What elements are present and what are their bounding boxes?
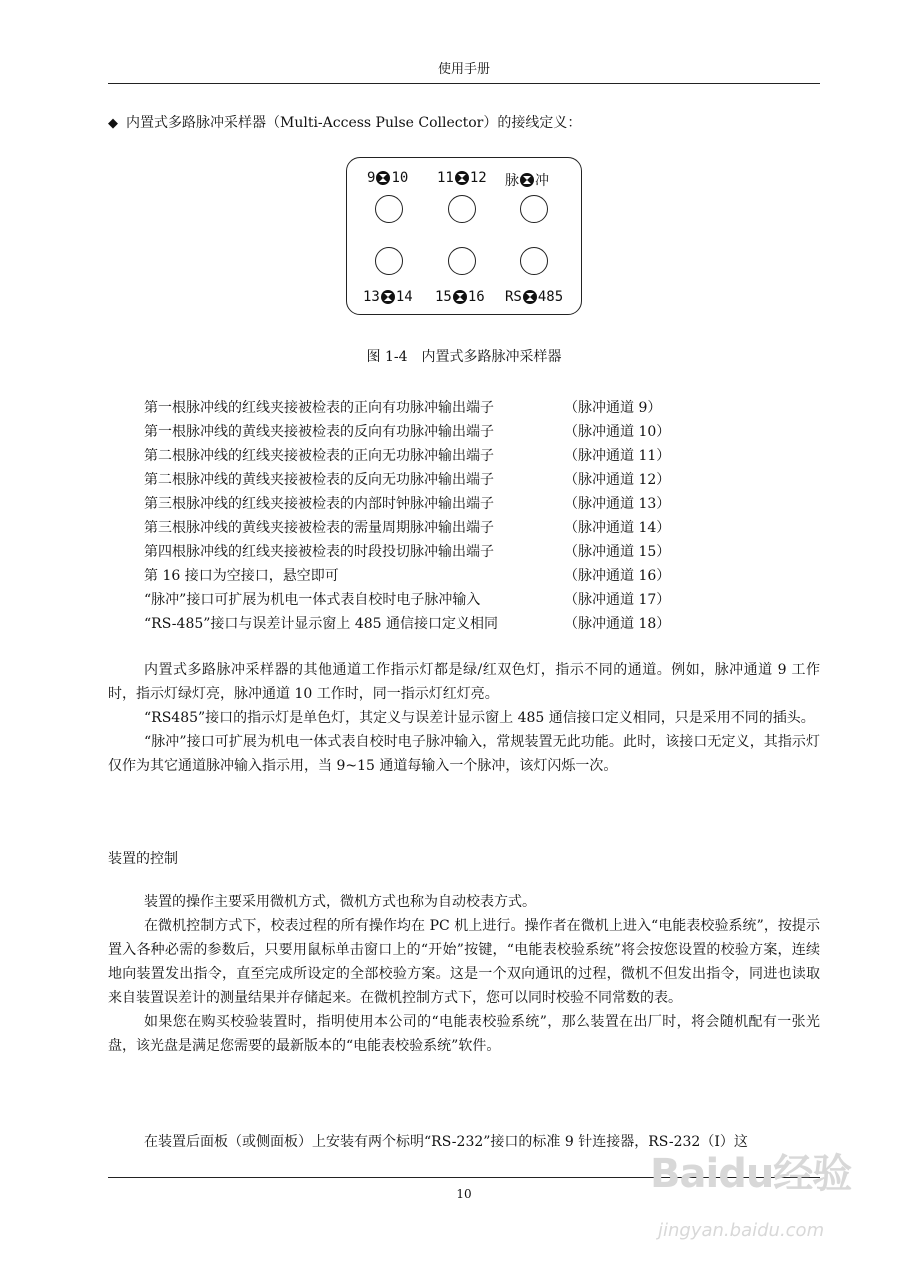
indicator-description xyxy=(108,658,820,778)
wiring-channel: （脉冲通道 15） xyxy=(564,544,671,560)
indicator-led-icon xyxy=(455,171,469,185)
wiring-channel: （脉冲通道 10） xyxy=(564,424,671,440)
wiring-channel: （脉冲通道 16） xyxy=(564,568,671,584)
indicator-led-icon xyxy=(520,173,534,187)
label-right: 485 xyxy=(537,289,564,305)
control-description xyxy=(108,890,820,1058)
wiring-desc: 第二根脉冲线的红线夹接被检表的正向无功脉冲输出端子 xyxy=(144,448,494,464)
label-left: RS xyxy=(505,289,522,305)
wiring-row xyxy=(144,468,670,492)
label-right: 12 xyxy=(469,170,487,186)
label-11-12 xyxy=(437,170,487,186)
figure-caption: 图 1-4 内置式多路脉冲采样器 xyxy=(366,349,562,365)
wiring-desc: “RS-485”接口与误差计显示窗上 485 通信接口定义相同 xyxy=(144,616,499,632)
wiring-channel: （脉冲通道 9） xyxy=(564,400,662,416)
wiring-desc: 第三根脉冲线的红线夹接被检表的内部时钟脉冲输出端子 xyxy=(144,496,494,512)
wiring-channel: （脉冲通道 14） xyxy=(564,520,671,536)
wiring-row xyxy=(144,420,670,444)
label-left: 脉 xyxy=(505,173,519,189)
wiring-row xyxy=(144,444,670,468)
wiring-row xyxy=(144,492,670,516)
baidu-watermark xyxy=(640,1142,890,1272)
wiring-desc: 第四根脉冲线的红线夹接被检表的时段投切脉冲输出端子 xyxy=(144,544,494,560)
port-11-12 xyxy=(448,195,476,223)
label-pulse xyxy=(505,170,549,190)
wiring-channel: （脉冲通道 17） xyxy=(564,592,671,608)
indicator-led-icon xyxy=(381,290,395,304)
watermark-site: jingyan.baidu.com xyxy=(658,1220,825,1241)
header-rule xyxy=(108,83,820,84)
bullet-text: 内置式多路脉冲采样器（Multi-Access Pulse Collector）的接线定义： xyxy=(126,115,582,131)
label-right: 16 xyxy=(467,289,485,305)
wiring-desc: 第二根脉冲线的黄线夹接被检表的反向无功脉冲输出端子 xyxy=(144,472,494,488)
port-9-10 xyxy=(375,195,403,223)
wiring-desc: 第一根脉冲线的黄线夹接被检表的反向有功脉冲输出端子 xyxy=(144,424,494,440)
port-15-16 xyxy=(448,247,476,275)
wiring-desc: “脉冲”接口可扩展为机电一体式表自校时电子脉冲输入 xyxy=(144,592,481,608)
wiring-list xyxy=(144,396,670,636)
label-left: 15 xyxy=(435,289,452,305)
port-pulse xyxy=(520,195,548,223)
wiring-desc: 第三根脉冲线的黄线夹接被检表的需量周期脉冲输出端子 xyxy=(144,520,494,536)
wiring-channel: （脉冲通道 12） xyxy=(564,472,671,488)
indicator-led-icon xyxy=(523,290,537,304)
label-right: 冲 xyxy=(535,173,549,189)
paragraph: “RS485”接口的指示灯是单色灯，其定义与误差计显示窗上 485 通信接口定义相同，只是采用不同的插头。 xyxy=(144,710,815,726)
wiring-channel: （脉冲通道 11） xyxy=(564,448,671,464)
wiring-row xyxy=(144,540,670,564)
label-left: 11 xyxy=(437,170,454,186)
wiring-row xyxy=(144,516,670,540)
diamond-bullet-icon: ◆ xyxy=(108,116,118,131)
indicator-led-icon xyxy=(376,171,390,185)
label-right: 10 xyxy=(391,170,409,186)
paragraph: 在微机控制方式下，校表过程的所有操作均在 PC 机上进行。操作者在微机上进入“电能表校验系统”，按提示置入各种必需的参数后，只要用鼠标单击窗口上的“开始”按键，“电能表校验系统”将会按您设置的校验方案，连续地向装置发出指令，直至完成所设定的全部校验方案。这是一个双向通讯的过程，微机不但发出指令，同进也读取来自装置误差计的测量结果并存储起来。在微机控制方式下，您可以同时校验不同常数的表。 xyxy=(108,918,820,1006)
paragraph: 如果您在购买校验装置时，指明使用本公司的“电能表校验系统”，那么装置在出厂时，将会随机配有一张光盘，该光盘是满足您需要的最新版本的“电能表校验系统”软件。 xyxy=(108,1014,820,1054)
port-rs485 xyxy=(520,247,548,275)
paragraph: “脉冲”接口可扩展为机电一体式表自校时电子脉冲输入，常规装置无此功能。此时，该接口无定义，其指示灯仅作为其它通道脉冲输入指示用，当 9~15 通道每输入一个脉冲，该灯闪烁一次。 xyxy=(108,734,820,774)
paragraph: 装置的操作主要采用微机方式，微机方式也称为自动校表方式。 xyxy=(144,894,536,910)
watermark-brand: Baidu经验 xyxy=(650,1151,852,1197)
wiring-row xyxy=(144,612,670,636)
wiring-row xyxy=(144,564,670,588)
label-rs-485 xyxy=(505,289,563,305)
label-right: 14 xyxy=(395,289,413,305)
pulse-collector-diagram xyxy=(346,157,582,315)
wiring-desc: 第一根脉冲线的红线夹接被检表的正向有功脉冲输出端子 xyxy=(144,400,494,416)
label-left: 13 xyxy=(363,289,380,305)
wiring-row xyxy=(144,588,670,612)
indicator-led-icon xyxy=(453,290,467,304)
page-number: 10 xyxy=(456,1187,472,1201)
wiring-desc: 第 16 接口为空接口，悬空即可 xyxy=(144,568,339,584)
section-title: 装置的控制 xyxy=(108,851,178,867)
bullet-heading xyxy=(108,112,581,132)
paragraph: 在装置后面板（或侧面板）上安装有两个标明“RS-232”接口的标准 9 针连接器，RS-232（Ⅰ）这 xyxy=(144,1134,748,1150)
port-13-14 xyxy=(375,247,403,275)
paragraph: 内置式多路脉冲采样器的其他通道工作指示灯都是绿/红双色灯，指示不同的通道。例如，脉冲通道 9 工作时，指示灯绿灯亮，脉冲通道 10 工作时，同一指示灯红灯亮。 xyxy=(108,662,820,702)
label-9-10 xyxy=(367,170,408,186)
page-header: 使用手册 xyxy=(437,62,490,77)
wiring-channel: （脉冲通道 18） xyxy=(564,616,671,632)
label-13-14 xyxy=(363,289,413,305)
wiring-row xyxy=(144,396,670,420)
label-left: 9 xyxy=(367,170,376,186)
wiring-channel: （脉冲通道 13） xyxy=(564,496,671,512)
label-15-16 xyxy=(435,289,485,305)
